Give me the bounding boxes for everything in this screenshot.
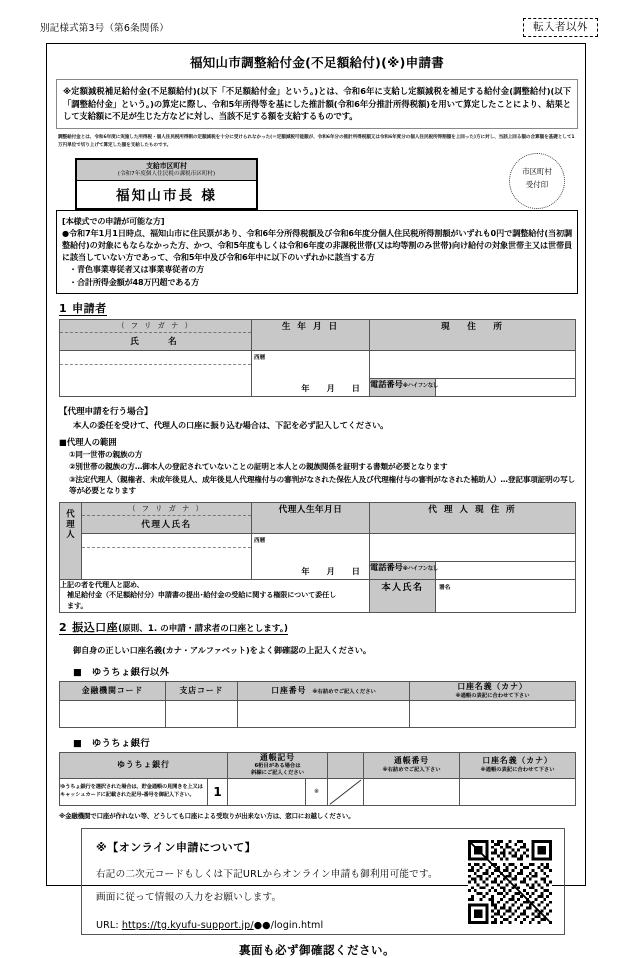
applicant-birth-input[interactable] xyxy=(252,350,370,396)
applicant-input-row xyxy=(60,350,576,379)
yucho-symbol-input[interactable] xyxy=(228,778,306,805)
proxy-birth-month-label: 月 xyxy=(326,565,336,576)
online-url-label: URL: xyxy=(96,919,119,931)
yucho-number-input[interactable] xyxy=(364,778,460,805)
yucho-input-row xyxy=(60,778,576,805)
non-yucho-input-row xyxy=(60,700,576,727)
applicant-furigana-label: （ フ リ ガ ナ ） xyxy=(60,320,251,333)
applicant-birth-era-label: 西暦 xyxy=(254,354,266,361)
section1-number: 1 xyxy=(59,301,68,315)
proxy-instructions-lead: 本人の委任を受けて、代理人の口座に振り込む場合は、下記を必ず記入してください。 xyxy=(73,420,389,431)
proxy-address-header: 代 理 人 現 住 所 xyxy=(370,502,576,533)
yucho-symbol-header-label: 通帳記号 xyxy=(259,752,296,762)
proxy-birth-year-label: 年 xyxy=(301,565,311,576)
fine-print-note: 調整給付金とは、令和6年度に実施した所得税・個人住民税所得割の定額減税を十分に受けられなかった(＝定額減税可能額が、令和6年分の推計所得税額又は令和6年度分の個人住民税所得割額を上回った)方に対し、当該上回る額の合算額を基礎として1万円単位で切り上げて算定した額を支給したものです。 xyxy=(58,134,575,148)
diagonal-slash-icon xyxy=(328,779,363,805)
applicant-tel-note: ※ハイフンなし xyxy=(402,383,438,390)
applicant-name-input[interactable] xyxy=(60,350,252,396)
applicant-header-row xyxy=(60,319,576,350)
yucho-bank-header: ゆうちょ銀行 xyxy=(60,752,228,778)
non-yucho-bank-table xyxy=(59,681,576,728)
auth-line-2: 補足給付金（不足額給付分）申請書の提出･給付金の受給に関する権限について委任し xyxy=(67,590,337,600)
online-url-mask: ●● xyxy=(253,919,271,931)
yucho-bank-table xyxy=(59,752,576,806)
eligibility-item-1: ・合計所得金額が48万円超である方 xyxy=(69,276,200,287)
yucho-number-header xyxy=(364,752,460,778)
yucho-sixth-digit-cell[interactable] xyxy=(328,778,364,805)
municipality-row xyxy=(47,153,587,208)
branch-code-header: 支店コード xyxy=(166,682,238,701)
account-number-input[interactable] xyxy=(238,700,410,727)
yucho-symbol-note2: 斜線にご記入ください xyxy=(251,770,304,777)
yucho-slash-header-cell xyxy=(328,752,364,778)
yucho-prefix-digit: 1 xyxy=(208,778,228,805)
branch-code-input[interactable] xyxy=(166,700,238,727)
proxy-vertical-label-cell xyxy=(60,502,82,579)
proxy-instructions-heading: 【代理申請を行う場合】 xyxy=(59,406,153,417)
section2-lead: 御自身の正しい口座名義(カナ・アルファベット)をよく御確認の上記入ください。 xyxy=(73,645,371,656)
section2-heading-wrap xyxy=(47,613,587,639)
account-name-header-label: 口座名義（カナ） xyxy=(457,682,528,692)
back-side-notice: 裏面も必ず御確認ください。 xyxy=(239,942,395,957)
principal-signature-input[interactable] xyxy=(436,579,576,612)
proxy-name-label: 代理人氏名 xyxy=(141,519,192,530)
yucho-account-name-label: 口座名義（カナ） xyxy=(482,756,553,766)
online-url-main[interactable]: https://tg.kyufu-support.jp/ xyxy=(121,919,254,931)
online-title: ※【オンライン申請について】 xyxy=(96,840,257,854)
section1-heading xyxy=(59,303,107,316)
proxy-birth-input[interactable] xyxy=(252,533,370,579)
section1-heading-wrap xyxy=(47,294,587,319)
online-line1: 右記の二次元コードもしくは下記URLからオンライン申請も御利用可能です。 xyxy=(96,868,438,880)
form-frame xyxy=(46,43,586,957)
account-name-header-note: ※通帳の表記に合わせて下さい xyxy=(455,692,530,699)
yucho-account-name-header xyxy=(460,752,576,778)
proxy-furigana-label: （ フ リ ガ ナ ） xyxy=(82,503,251,516)
applicant-birth-year-label: 年 xyxy=(301,382,311,393)
online-application-box xyxy=(81,828,565,935)
proxy-tel-label: 電話番号 xyxy=(370,562,403,573)
proxy-authorization-row xyxy=(60,579,576,612)
municipality-label-line1: 支給市区町村 xyxy=(146,161,187,170)
proxy-birth-ymd xyxy=(252,566,369,579)
page-header xyxy=(40,18,598,42)
form-number: 別記様式第3号（第6条関係） xyxy=(40,23,169,34)
proxy-scope-item-1: ②別世帯の親族の方…御本人の登記されていないことの証明と本人との親族関係を証明する書類が必要となります xyxy=(69,462,448,472)
stamp-line1: 市区町村 xyxy=(522,166,552,176)
bank-footnote: ※金融機関で口座が作れない等、どうしても口座による受取りが出来ない方は、窓口にお越しください。 xyxy=(59,811,355,820)
applicant-tel-input[interactable] xyxy=(436,379,576,396)
non-yucho-bullet: ■ ゆうちょ銀行以外 xyxy=(73,667,170,679)
proxy-table xyxy=(59,502,576,613)
qr-code-icon[interactable] xyxy=(468,840,552,924)
principal-name-label: 本人氏名 xyxy=(370,579,436,612)
yucho-symbol-header xyxy=(228,752,328,778)
account-number-header-note: ※右詰めでご記入ください xyxy=(312,688,376,695)
applicant-address-input[interactable] xyxy=(370,350,576,379)
proxy-scope-list xyxy=(69,449,575,497)
proxy-birth-header: 代理人生年月日 xyxy=(252,502,370,533)
account-name-header xyxy=(410,682,576,701)
yucho-bullet: ■ ゆうちょ銀行 xyxy=(73,737,151,749)
applicant-birth-month-label: 月 xyxy=(326,382,336,393)
proxy-birth-era-label: 西暦 xyxy=(254,537,266,544)
bank-code-input[interactable] xyxy=(60,700,166,727)
proxy-authorization-text xyxy=(60,579,370,612)
applicant-table xyxy=(59,319,576,397)
yucho-account-name-note: ※通帳の表記に合わせて下さい xyxy=(480,766,555,773)
section2-title-tail: (原則、1. の申請・請求者の口座とします。) xyxy=(118,623,288,634)
yucho-header-row xyxy=(60,752,576,778)
definition-note-box: ※定額減税補足給付金(不足額給付)(以下「不足額給付金」という。)とは、令和6年に支給し定額減税を補足する給付金(調整給付)(以下「調整給付金」という。)の算定に際し、令和5年所得等を基にした推計額(令和6年分推計所得税額)を用いて算定したことにより、結果として支給額に不足が生じた方などに対し、当該不足する額を支給するものです。 xyxy=(56,79,578,129)
account-number-header-label: 口座番号 xyxy=(271,685,307,695)
yucho-left-note: ゆうちょ銀行を選択された場合は、貯金通帳の見開きを上又はキャッシュカードに記載された記号-番号を御記入下さい。 xyxy=(60,778,208,805)
auth-line-3: ます。 xyxy=(67,600,88,610)
proxy-scope-item-2: ③法定代理人（親権者、未成年後見人、成年後見人代理権付与の審判がなされた保佐人及び代理権付与の審判がなされた補助人）…登記事項証明の写し等が必要となります xyxy=(69,474,575,496)
municipality-label xyxy=(77,160,256,181)
eligibility-item-0: ・青色事業専従者又は事業専従者の方 xyxy=(69,264,205,275)
account-name-input[interactable] xyxy=(410,700,576,727)
non-yucho-header-row xyxy=(60,682,576,701)
section2-number: 2 xyxy=(59,620,68,634)
eligibility-heading: [本様式での申請が可能な方] xyxy=(62,215,165,226)
proxy-tel-input[interactable] xyxy=(436,562,576,579)
proxy-birth-day-label: 日 xyxy=(351,565,361,576)
municipality-name: 福知山市長 様 xyxy=(115,188,218,205)
account-number-header xyxy=(238,682,410,701)
proxy-vertical-label: 代理人 xyxy=(65,508,76,540)
municipality-box xyxy=(75,158,258,210)
yucho-symbol-note1: 6桁目がある場合は xyxy=(254,763,301,770)
reception-stamp-area xyxy=(509,153,565,209)
page-title: 福知山市調整給付金(不足額給付)(※)申請書 xyxy=(189,55,445,70)
section2-title: 振込口座 xyxy=(72,620,119,634)
auth-line-1: 上記の者を代理人と認め、 xyxy=(60,579,144,589)
proxy-tel-label-cell xyxy=(370,562,436,579)
section1-title: 申請者 xyxy=(72,301,107,315)
municipality-label-line2: (令和7年度個人住民税の課税市区町村) xyxy=(117,170,216,177)
signature-label: 署名 xyxy=(439,584,451,591)
applicant-address-header: 現 住 所 xyxy=(370,319,576,350)
proxy-scope-heading: ■代理人の範囲 xyxy=(59,437,117,448)
online-url-tail: /login.html xyxy=(270,919,324,931)
proxy-header-row xyxy=(60,502,576,533)
applicant-name-header-cell xyxy=(60,319,252,350)
yucho-symbol-kome: ※ xyxy=(306,778,328,805)
applicant-birth-day-label: 日 xyxy=(351,382,361,393)
proxy-name-input[interactable] xyxy=(82,533,252,579)
yucho-number-note: ※右詰めでご記入下さい xyxy=(382,766,441,773)
applicant-tel-label-cell xyxy=(370,379,436,396)
section2-heading xyxy=(59,622,288,636)
yucho-account-name-input[interactable] xyxy=(460,778,576,805)
applicant-tel-label: 電話番号 xyxy=(370,379,403,390)
applicant-category-badge: 転入者以外 xyxy=(523,18,598,37)
online-line2: 画面に従って情報の入力をお願いします。 xyxy=(96,891,282,903)
applicant-birth-header: 生 年 月 日 xyxy=(252,319,370,350)
eligibility-body: ●令和7年1月1日時点、福知山市に住民票があり、令和6年分所得税額及び令和6年度分個人住民税所得割額がいずれも0円で調整給付(当初調整給付)の対象にもならなかった方、かつ、令和5年度もしくは令和6年度の非課税世帯(又は均等割のみ世帯)向け給付の対象世帯主又は世帯員に該当していない方であって、令和5年中及び令和6年中に以下のいずれかに該当する方 xyxy=(62,228,572,263)
proxy-input-row xyxy=(60,533,576,562)
yucho-number-header-label: 通帳番号 xyxy=(393,756,430,766)
applicant-birth-ymd xyxy=(252,383,369,396)
proxy-tel-note: ※ハイフンなし xyxy=(402,566,438,573)
stamp-line2: 受付印 xyxy=(525,179,549,189)
applicant-name-label: 氏 名 xyxy=(130,336,181,347)
proxy-name-header-cell xyxy=(82,502,252,533)
bank-code-header: 金融機関コード xyxy=(60,682,166,701)
eligibility-box xyxy=(56,210,578,294)
proxy-scope-item-0: ①同一世帯の親族の方 xyxy=(69,450,143,460)
proxy-address-input[interactable] xyxy=(370,533,576,562)
